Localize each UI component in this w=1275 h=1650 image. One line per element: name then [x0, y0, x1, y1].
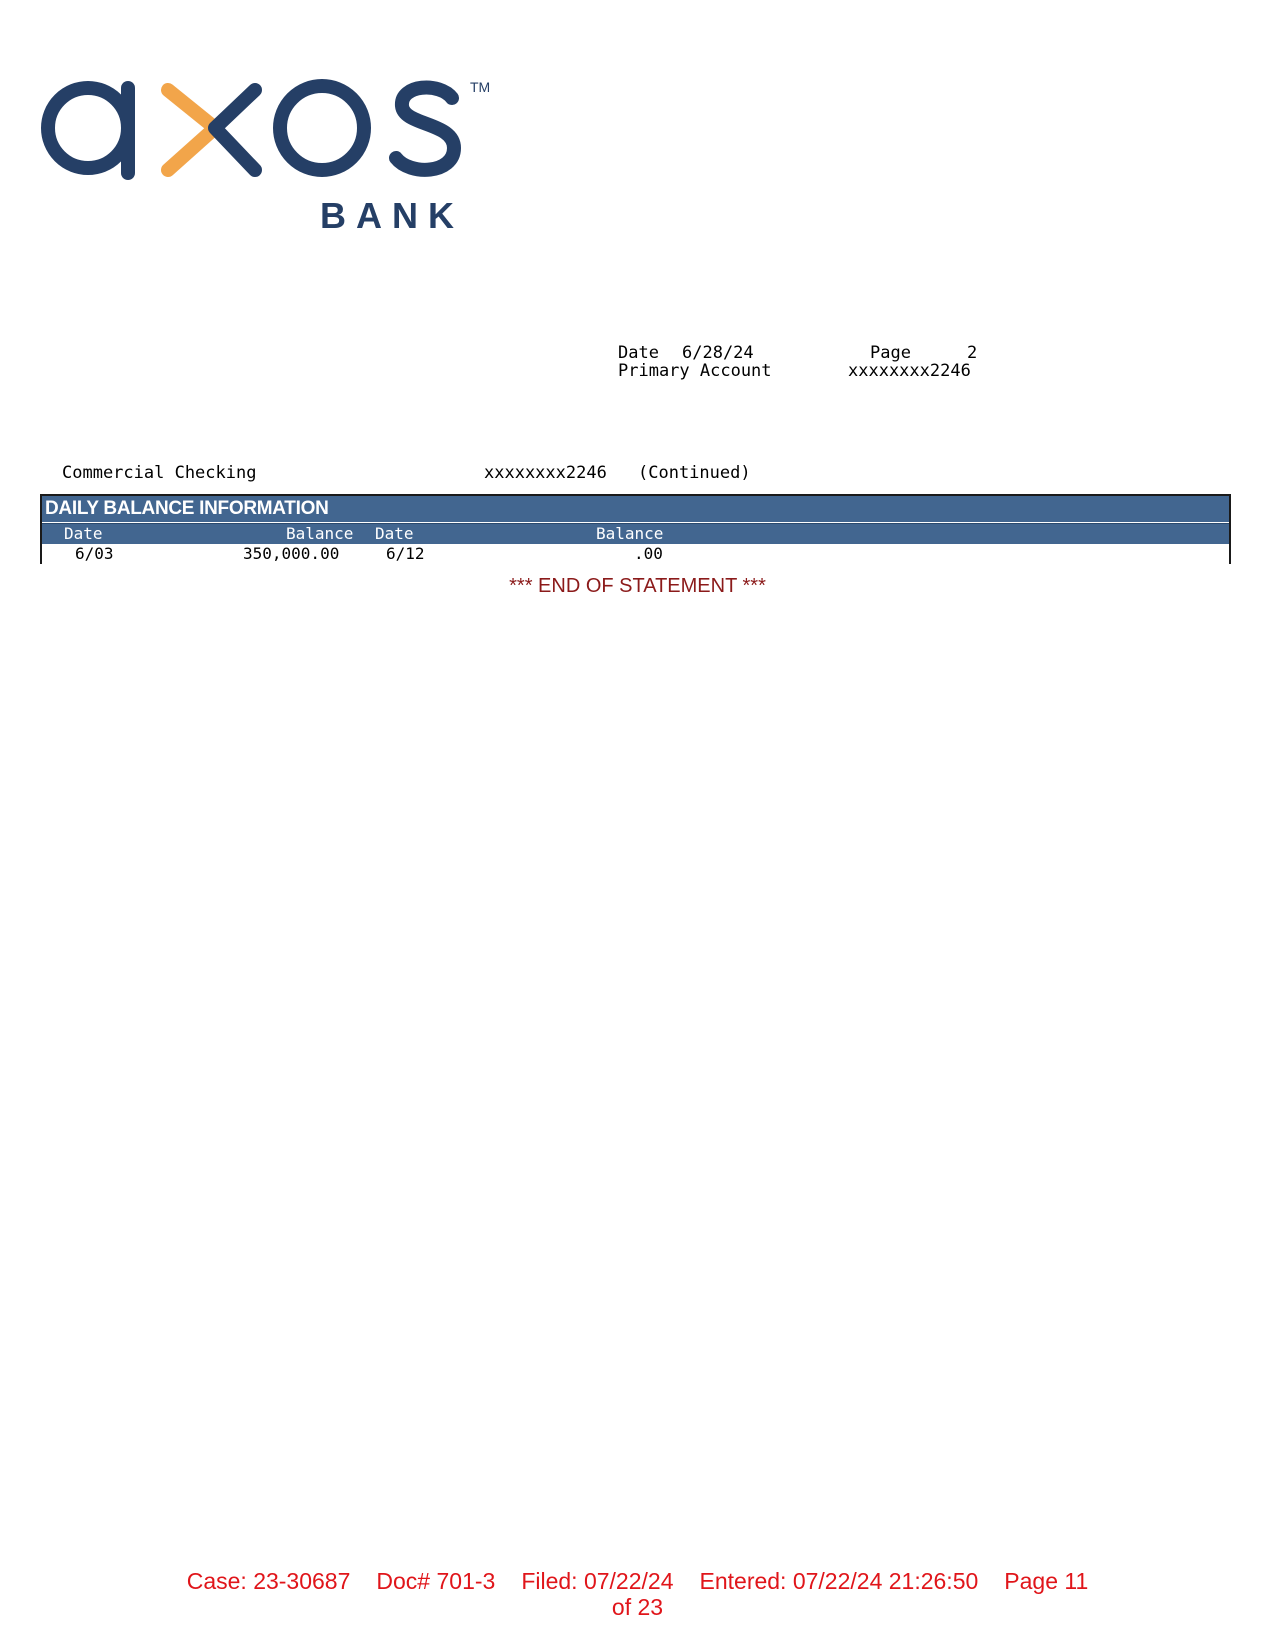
footer-page: Page 11 [1004, 1568, 1089, 1594]
footer-case: Case: 23-30687 [186, 1568, 351, 1594]
primary-account-label: Primary Account [618, 361, 772, 381]
statement-date-label: Date [618, 343, 659, 363]
trademark-mark: TM [470, 79, 491, 95]
column-header-balance-2: Balance [596, 524, 664, 543]
logo-sub-text: BANK [320, 195, 464, 236]
court-filing-footer [0, 1568, 1275, 1620]
column-header-date-1: Date [64, 524, 103, 543]
logo-graphic [40, 78, 520, 248]
statement-date-value: 6/28/24 [682, 343, 754, 363]
footer-entered: Entered: 07/22/24 21:26:50 [699, 1568, 979, 1594]
column-header-row [42, 523, 1229, 544]
end-of-statement: *** END OF STATEMENT *** [509, 575, 766, 597]
row-balance-2: .00 [634, 544, 663, 563]
page-label: Page [870, 343, 911, 363]
daily-balance-table [40, 494, 1231, 564]
footer-doc: Doc# 701-3 [376, 1568, 496, 1594]
row-date-1: 6/03 [75, 544, 114, 563]
page-value: 2 [967, 343, 978, 363]
table-row [42, 544, 1229, 564]
account-type: Commercial Checking [62, 463, 257, 483]
account-number: xxxxxxxx2246 [484, 463, 607, 483]
footer-filed: Filed: 07/22/24 [521, 1568, 674, 1594]
row-balance-1: 350,000.00 [243, 544, 340, 563]
row-date-2: 6/12 [386, 544, 425, 563]
footer-page-total: of 23 [611, 1594, 664, 1620]
axos-bank-logo [40, 78, 520, 248]
column-header-balance-1: Balance [286, 524, 354, 543]
primary-account-value: xxxxxxxx2246 [848, 361, 971, 381]
daily-balance-title: DAILY BALANCE INFORMATION [42, 496, 1229, 522]
column-header-date-2: Date [375, 524, 414, 543]
continued-note: (Continued) [638, 463, 751, 483]
